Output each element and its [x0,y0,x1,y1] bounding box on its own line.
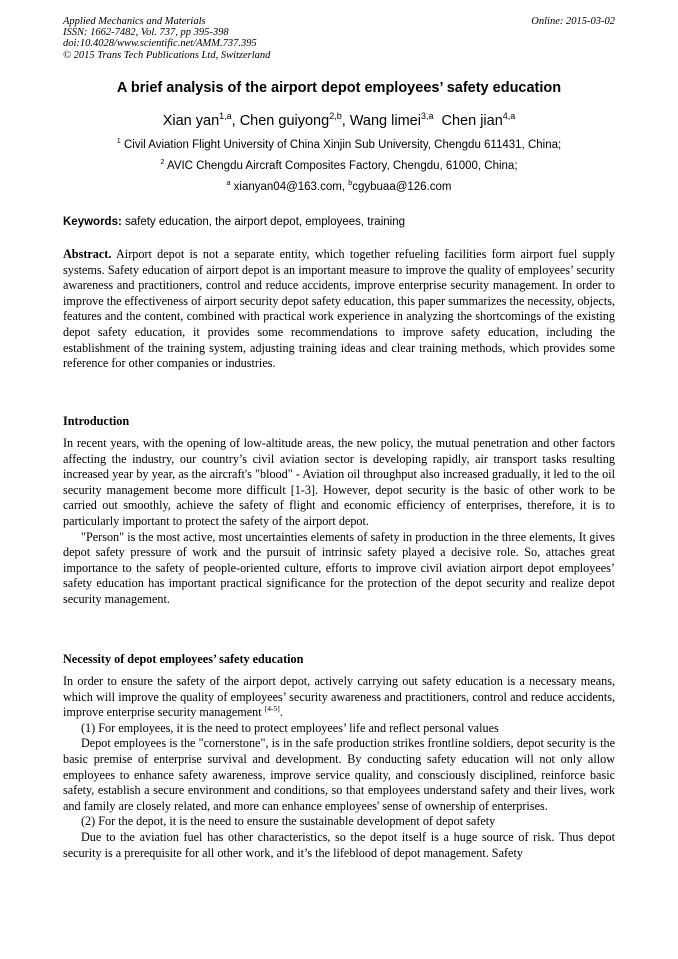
paragraph [63,674,615,721]
paragraph: In recent years, with the opening of low-altitude areas, the new policy, the mutual penetration and other factors affecting the industry, our country’s civil aviation sector is developing rapidly, air transport tasks resulting increased year by year, as the aircraft's "blood" - Aviation oil throughput also increased gradually, it led to the oil security management become more difficult [1-3]. However, depot security is the basic of other work to be carried out smoothly, achieve the safety of flight and economic efficiency of enterprises, therefore, it is to particularly important to protect the safety of the airport depot. [63,436,615,528]
email-sup-b: b [348,179,353,188]
affiliation-text: AVIC Chengdu Aircraft Composites Factory, Chengdu, 61000, China; [167,160,518,172]
paragraph-text: In order to ensure the safety of the airport depot, actively carrying out safety education is a necessary means, which will improve the quality of employees’ security awareness and practitioners, control and reduce accidents, improve enterprise security management [63,674,615,720]
author-sep: , [341,113,350,129]
affiliation-sup: 1 [116,137,121,146]
author-name: Chen guiyong [239,113,330,129]
author-name: Xian yan [162,113,220,129]
copyright-line: © 2015 Trans Tech Publications Ltd, Switzerland [63,49,271,61]
author-sup: 1,a [219,111,232,122]
journal-header [63,16,615,61]
abstract-text: Airport depot is not a separate entity, which together refueling facilities form airport fuel supply systems. Safety education of airport depot is an important measure to improve the quality of employees’ security awareness and practitioners, control and reduce accidents, improve enterprise security management. In order to improve the effectiveness of airport security depot safety education, this paper summarizes the necessity, objects, features and the content, combined with practical work experience in analyzing the shortcomings of the existing depot safety education, it provides some recommendations to improve safety education, including the establishment of the training system, adjusting training ideas and clear training methods, which provides some reference for other companies or industries. [63,247,615,371]
author-sup: 2,b [329,111,342,122]
list-item: (1) For employees, it is the need to protect employees’ life and reflect personal values [81,720,499,735]
email-a: xianyan04@163.com, [233,181,349,193]
section-heading-necessity: Necessity of depot employees’ safety education [63,652,304,666]
author-sep: , [231,113,240,129]
necessity-body [63,674,615,861]
paragraph: "Person" is the most active, most uncertainties elements of safety in production in the three elements, It gives depot safety pressure of work and the pursuit of intrinsic safety played a decisive role. So, attaches great importance to the safety of people-oriented culture, efforts to improve civil aviation airport depot employees’ safety education has important practical significance for the protection of the depot security and realize depot security management. [63,529,615,606]
issn-line: ISSN: 1662-7482, Vol. 737, pp 395-398 [63,27,229,39]
paper-title: A brief analysis of the airport depot employees’ safety education [116,80,562,96]
affiliation-sup: 2 [160,158,165,167]
affiliation-2 [0,160,678,172]
keywords-label: Keywords: [63,216,122,228]
email-sup-a: a [226,179,231,188]
keywords [63,216,615,228]
paragraph: Depot employees is the "cornerstone", is in the safe production strikes frontline soldiers, depot security is the basic premise of enterprise survival and development. By conducting safety education will not only allow employees to enhance safety awareness, improve service quality, and consciously disciplined, reinforce basic safety, establish a secure environment and conditions, so that employees understand safety and their lives, work and family are closely related, and more can enhance employees' sense of ownership of enterprises. [63,736,615,813]
affiliation-1 [0,139,678,151]
author-sep [433,113,441,129]
email-b: cgybuaa@126.com [352,181,452,193]
author-sup: 4,a [502,111,516,122]
keywords-text: safety education, the airport depot, employees, training [125,216,406,228]
author-name: Chen jian [441,113,503,129]
author-list [0,113,678,129]
author-name: Wang limei [349,113,421,129]
email-line [0,181,678,193]
affiliation-text: Civil Aviation Flight University of China Xinjin Sub University, Chengdu 611431, China; [123,139,562,151]
abstract [63,247,615,372]
list-item: (2) For the depot, it is the need to ensure the sustainable development of depot safety [81,814,496,829]
author-sup: 3,a [420,111,434,122]
paragraph: Due to the aviation fuel has other characteristics, so the depot itself is a huge source of risk. Thus depot security is a prerequisite for all other work, and it’s the lifeblood of depot management. Safety [63,829,615,860]
section-heading-introduction: Introduction [63,414,130,428]
paragraph-end: . [279,705,283,720]
journal-name: Applied Mechanics and Materials [63,16,206,27]
abstract-label: Abstract. [63,247,112,261]
introduction-body [63,436,615,608]
citation-sup: [4-5] [264,704,280,714]
doi-line: doi:10.4028/www.scientific.net/AMM.737.395 [63,38,257,50]
online-date: Online: 2015-03-02 [531,16,615,27]
